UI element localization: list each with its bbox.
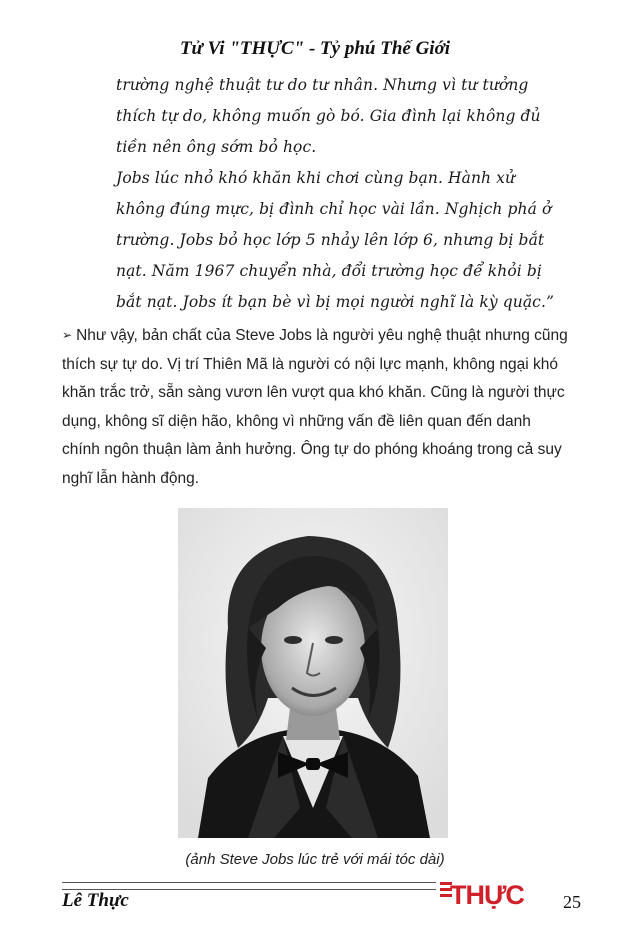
page-header-title: Tử Vi "THỰC" - Tỷ phú Thế Giới [179,38,451,59]
footer-divider [62,882,436,890]
thuc-logo-graphic [440,874,532,910]
logo-text: THỰC [450,880,524,910]
arrow-bullet-icon: ➢ [62,328,73,342]
page-number: 25 [563,892,581,912]
quote-block [116,70,568,318]
bullet-text: Như vậy, bản chất của Steve Jobs là người yêu nghệ thuật nhưng cũng thích sự tự do. Vị trí Thiên Mã là người có nội lực mạnh, không ngại khó khăn trắc trở, sẵn sàng vươn lên vượt qua khó khăn. Cũng là người thực dụng, không sĩ diện hão, không vì những vấn đề liên quan đến danh chính ngôn thuận làm ảnh hưởng. Ông tự do phóng khoáng trong cả suy nghĩ lẫn hành động. [62,327,568,487]
portrait-illustration [178,508,448,838]
portrait-photo [178,508,448,838]
bullet-paragraph [62,322,568,493]
quote-paragraph-2: Jobs lúc nhỏ khó khăn khi chơi cùng bạn. Hành xử không đúng mực, bị đình chỉ học vài lần. Nghịch phá ở trường. Jobs bỏ học lớp 5 nhảy lên lớp 6, nhưng bị bắt nạt. Năm 1967 chuyển nhà, đổi trường học để khỏi bị bắt nạt. Jobs ít bạn bè vì bị mọi người nghĩ là kỳ quặc.” [116,169,554,311]
photo-caption: (ảnh Steve Jobs lúc trẻ với mái tóc dài) [185,851,445,868]
footer-author: Lê Thực [62,890,129,911]
quote-paragraph-1: trường nghệ thuật tư do tư nhân. Nhưng vì tư tưởng thích tự do, không muốn gò bó. Gia đình lại không đủ tiền nên ông sớm bỏ học. [116,76,541,156]
thuc-logo [440,874,532,910]
